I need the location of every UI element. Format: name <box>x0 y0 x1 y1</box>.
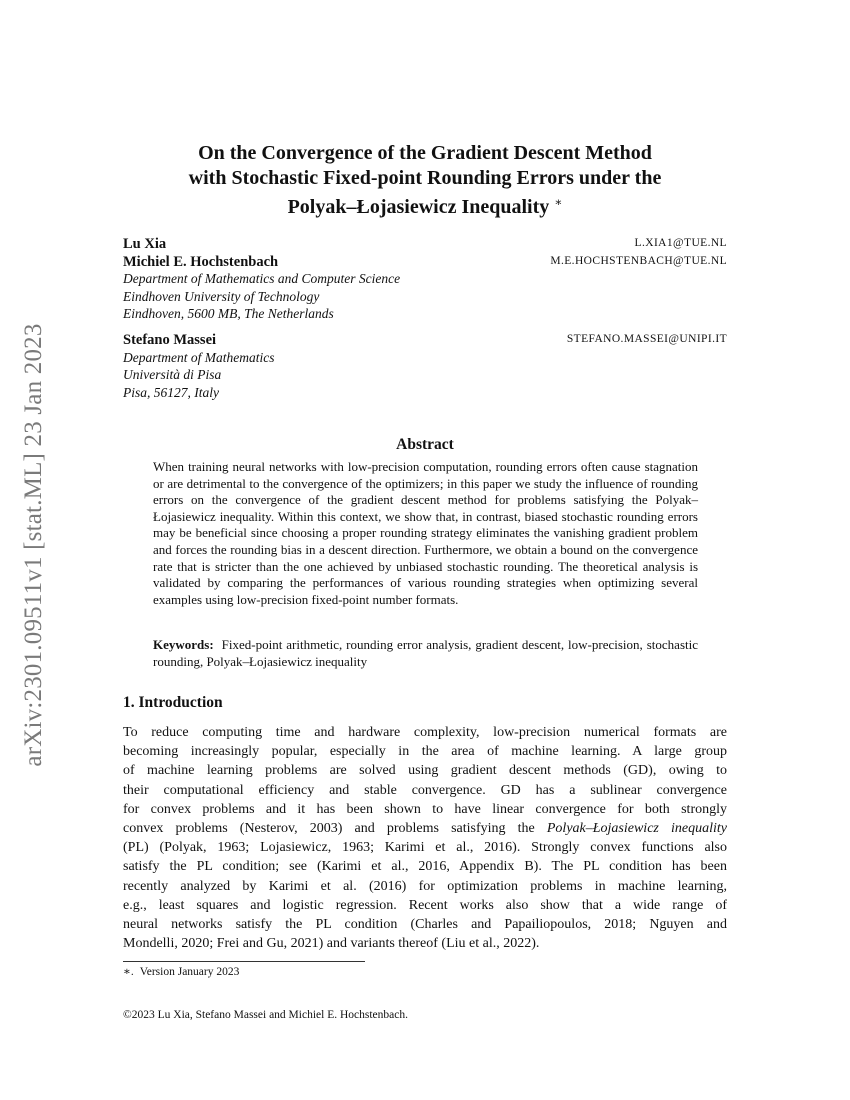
title-line-2: with Stochastic Fixed-point Rounding Errors under the <box>188 166 662 189</box>
footnote <box>123 964 239 978</box>
paragraph-line: their computational efficiency and stable convergence. GD has a sublinear convergence <box>123 782 727 798</box>
title-line-3-wrap <box>120 190 730 220</box>
author-row <box>123 331 727 349</box>
footnote-divider <box>123 961 365 962</box>
author-email[interactable]: STEFANO.MASSEI@UNIPI.IT <box>566 333 727 345</box>
paragraph-line-with-italic <box>123 819 727 838</box>
paragraph-line: for convex problems and it has been shown to have linear convergence for both strongly <box>123 801 727 817</box>
author-row <box>123 253 727 271</box>
paragraph-line: becoming increasingly popular, especially in the area of machine learning. A large group <box>123 744 727 760</box>
paragraph-line-text: convex problems (Nesterov, 2003) and problems satisfying the <box>123 821 547 837</box>
affiliation-line: Eindhoven, 5600 MB, The Netherlands <box>123 306 334 321</box>
paragraph-line: of machine learning problems are solved using gradient descent methods (GD), owing to <box>123 763 727 779</box>
footnote-mark: ∗. <box>123 966 134 978</box>
title-footnote-mark: ∗ <box>554 195 563 209</box>
introduction-paragraph <box>123 723 727 953</box>
paragraph-line: (PL) (Polyak, 1963; Lojasiewicz, 1963; Karimi et al., 2016). Strongly convex functions also <box>123 840 727 856</box>
affiliation-line: Pisa, 56127, Italy <box>123 384 219 400</box>
author-name: Lu Xia <box>123 236 167 252</box>
keywords-text: Fixed-point arithmetic, rounding error analysis, gradient descent, low-precision, stochastic rounding, Polyak–Łojasiewicz inequality <box>153 637 698 669</box>
affiliation-line: Department of Mathematics <box>123 349 275 365</box>
author-name: Michiel E. Hochstenbach <box>123 253 279 270</box>
paragraph-line: To reduce computing time and hardware complexity, low-precision numerical formats are <box>123 725 727 740</box>
arxiv-identifier-stamp: arXiv:2301.09511v1 [stat.ML] 23 Jan 2023 <box>20 323 47 767</box>
title-line-1: On the Convergence of the Gradient Descent Method <box>198 142 652 164</box>
author-email[interactable]: L.XIA1@TUE.NL <box>634 237 727 249</box>
abstract-text: When training neural networks with low-precision computation, rounding errors often cause stagnation or are detrimental to the convergence of the optimizers; in this paper we study the influence of rounding errors on the convergence of the gradient descent method for problems satisfying the Polyak–Łojasiewicz inequality. Within this context, we show that, in contrast, biased stochastic rounding errors may be beneficial since choosing a proper rounding strategy eliminates the vanishing gradient problem and forces the rounding bias in a descent direction. Furthermore, we obtain a bound on the convergence rate that is stricter than the one achieved by unbiased stochastic rounding. The theoretical analysis is validated by comparing the performances of various rounding strategies when optimizing several examples using low-precision fixed-point number formats. <box>153 459 698 607</box>
paragraph-line: Mondelli, 2020; Frei and Gu, 2021) and variants thereof (Liu et al., 2022). <box>123 936 540 952</box>
abstract-heading: Abstract <box>396 436 454 453</box>
keywords <box>153 637 698 670</box>
author-group-1 <box>123 235 727 323</box>
italic-term: Polyak–Łojasiewicz inequality <box>546 821 727 837</box>
author-name: Stefano Massei <box>123 332 217 348</box>
affiliation-line: Eindhoven University of Technology <box>123 288 320 304</box>
author-row <box>123 235 727 253</box>
affiliation-line: Università di Pisa <box>123 367 222 382</box>
paragraph-line: e.g., least squares and logistic regression. Recent works also show that a wide range of <box>123 897 727 913</box>
footnote-text: Version January 2023 <box>139 966 240 978</box>
author-group-2 <box>123 331 727 401</box>
keywords-label: Keywords: <box>153 637 214 652</box>
author-email[interactable]: M.E.HOCHSTENBACH@TUE.NL <box>550 254 727 267</box>
copyright-notice: ©2023 Lu Xia, Stefano Massei and Michiel E. Hochstenbach. <box>123 1009 408 1021</box>
affiliation-line: Department of Mathematics and Computer Science <box>123 271 401 286</box>
section-heading-introduction: 1. Introduction <box>123 694 223 711</box>
paragraph-line: satisfy the PL condition; see (Karimi et al., 2016, Appendix B). The PL condition has been <box>123 859 727 875</box>
paragraph-line: recently analyzed by Karimi et al. (2016) for optimization problems in machine learning, <box>123 878 727 894</box>
paragraph-line: neural networks satisfy the PL condition (Charles and Papailiopoulos, 2018; Nguyen and <box>123 917 727 933</box>
title-line-3: Polyak–Łojasiewicz Inequality <box>287 196 550 218</box>
paper-title <box>120 141 730 220</box>
